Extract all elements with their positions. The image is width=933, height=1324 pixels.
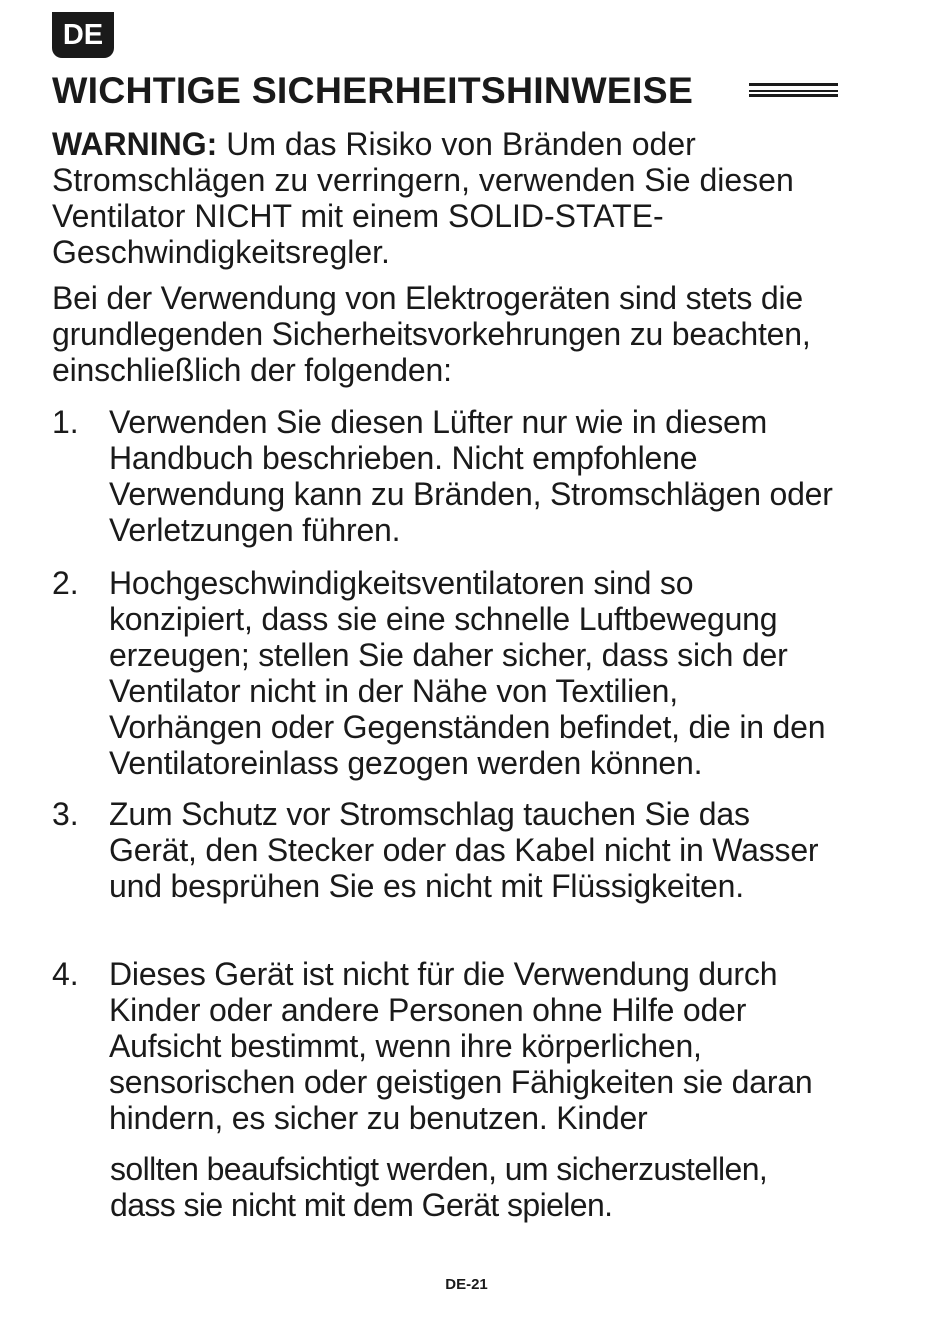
item-number: 1.	[52, 404, 79, 440]
safety-item-4	[52, 956, 836, 1136]
section-header	[52, 66, 842, 114]
safety-item-4-continuation: sollten beaufsichtigt werden, um sicherzustellen, dass sie nicht mit dem Gerät spielen.	[110, 1151, 768, 1223]
item-text: Verwenden Sie diesen Lüfter nur wie in diesem Handbuch beschrieben. Nicht empfohlene Verwendung kann zu Bränden, Stromschlägen oder Verletzungen führen.	[109, 404, 833, 548]
page-number: DE-21	[445, 1276, 488, 1293]
item-number: 3.	[52, 796, 79, 832]
item-text: Zum Schutz vor Stromschlag tauchen Sie das Gerät, den Stecker oder das Kabel nicht in Wasser und besprühen Sie es nicht mit Flüssigkeiten.	[109, 796, 819, 904]
item-text: Dieses Gerät ist nicht für die Verwendung durch Kinder oder andere Personen ohne Hilfe oder Aufsicht bestimmt, wenn ihre körperlichen, sensorischen oder geistigen Fähigkeiten sie daran hindern, es sicher zu benutzen. Kinder	[109, 956, 813, 1136]
warning-text: Um das Risiko von Bränden oder Stromschlägen zu verringern, verwenden Sie diesen Ventilator NICHT mit einem SOLID-STATE-Geschwindigkeitsregler.	[52, 126, 794, 270]
item-number: 2.	[52, 565, 79, 601]
safety-item-1	[52, 404, 836, 548]
safety-item-2	[52, 565, 836, 781]
page-title: WICHTIGE SICHERHEITSHINWEISE	[52, 69, 694, 111]
item-text: Hochgeschwindigkeitsventilatoren sind so konzipiert, dass sie eine schnelle Luftbewegung erzeugen; stellen Sie daher sicher, dass sich der Ventilator nicht in der Nähe von Textilien, Vorhängen oder Gegenständen befindet, die in den Ventilatoreinlass gezogen werden können.	[109, 565, 826, 781]
safety-item-3	[52, 796, 836, 904]
language-badge: DE	[52, 12, 114, 58]
intro-paragraph	[52, 280, 836, 388]
item-number: 4.	[52, 956, 79, 992]
warning-paragraph	[52, 126, 836, 270]
title-decorative-rule	[749, 83, 838, 97]
intro-text: Bei der Verwendung von Elektrogeräten sind stets die grundlegenden Sicherheitsvorkehrungen zu beachten, einschließlich der folgenden:	[52, 280, 811, 388]
warning-label: WARNING:	[52, 126, 218, 162]
